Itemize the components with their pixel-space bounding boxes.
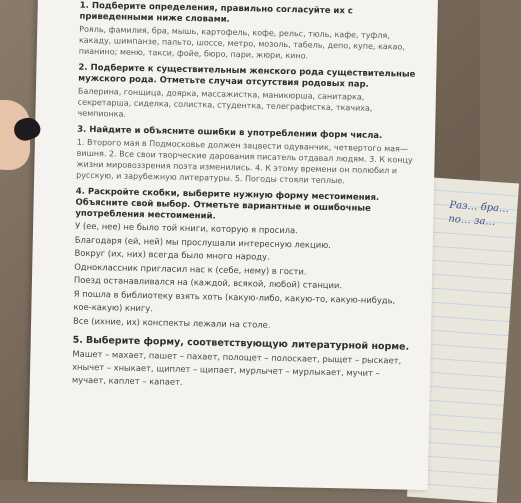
task-3-body: 1. Второго мая в Подмосковье должен зацвести одуванчик, четвертого мая— вишня. 2. Все свои творческие дарования писатель отдавал людям. 3. К концу жизни мировоззрения поэта изменились. 4. К этому времени он полюбил и русскую, и зарубежную литературы. 5. Погоды стояли теплые. <box>76 137 413 186</box>
worksheet-page <box>28 0 438 490</box>
task-2-body: Балерина, гонщица, доярка, массажистка, маникюрша, санитарка, секретарша, сиделка, солистка, студентка, телеграфистка, ткачиха, чемпионка. <box>77 86 373 119</box>
task-5-body: Машет – махает, пашет – пахает, полощет – полоскает, рыщет – рыскает, хнычет – хныкает, щиплет – щипает, мурлычет – мурлыкает, мучит – мучает, каплет – капает. <box>71 348 402 387</box>
task-5 <box>72 334 413 394</box>
task-1-heading: 1. Подберите определения, правильно согласуйте их с приведенными ниже словами. <box>79 0 353 25</box>
task-1 <box>79 1 420 64</box>
task-4-line: Одноклассник пригласил нас к (себе, нему) в гости. <box>74 261 307 276</box>
task-4-line: Я пошла в библиотеку взять хоть (какую-либо, какую-то, какую-нибудь, кое-какую) книгу. <box>73 288 396 314</box>
task-4-line: У (ее, нее) не было той книги, которую я просила. <box>75 220 298 236</box>
task-4 <box>73 187 416 335</box>
task-2 <box>77 63 418 126</box>
task-3-heading: 3. Найдите и объясните ошибки в употреблении форм числа. <box>77 124 383 142</box>
notebook-handwriting: Раз… бра… по… за… <box>448 199 510 228</box>
task-1-body: Рояль, фамилия, бра, мышь, картофель, кофе, рельс, тюль, кафе, туфля, какаду, шимпанзе, пальто, шоссе, метро, мозоль, табель, депо, купе, какао, пианино; меню, такси, фойе, бюро, пари, жюри, кино. <box>78 24 406 61</box>
task-4-line: Вокруг (их, них) всегда было много народу. <box>74 247 270 262</box>
task-3 <box>76 125 417 188</box>
task-2-heading: 2. Подберите к существительным женского рода существительные мужского рода. Отметьте случаи отсутствия родовых пар. <box>78 62 416 90</box>
task-4-line: Все (ихние, их) конспекты лежали на столе. <box>73 315 271 330</box>
worksheet-content <box>72 1 420 400</box>
task-4-heading: 4. Раскройте скобки, выберите нужную форму местоимения. Объясните свой выбор. Отметьте вариантные и ошибочные употребления местоимений. <box>75 186 380 222</box>
task-5-heading: 5. Выберите форму, соответствующую литературной норме. <box>72 334 410 353</box>
task-4-line: Поезд останавливался на (каждой, всякой, любой) станции. <box>73 274 343 291</box>
task-4-line: Благодаря (ей, ней) мы прослушали интересную лекцию. <box>74 234 332 250</box>
